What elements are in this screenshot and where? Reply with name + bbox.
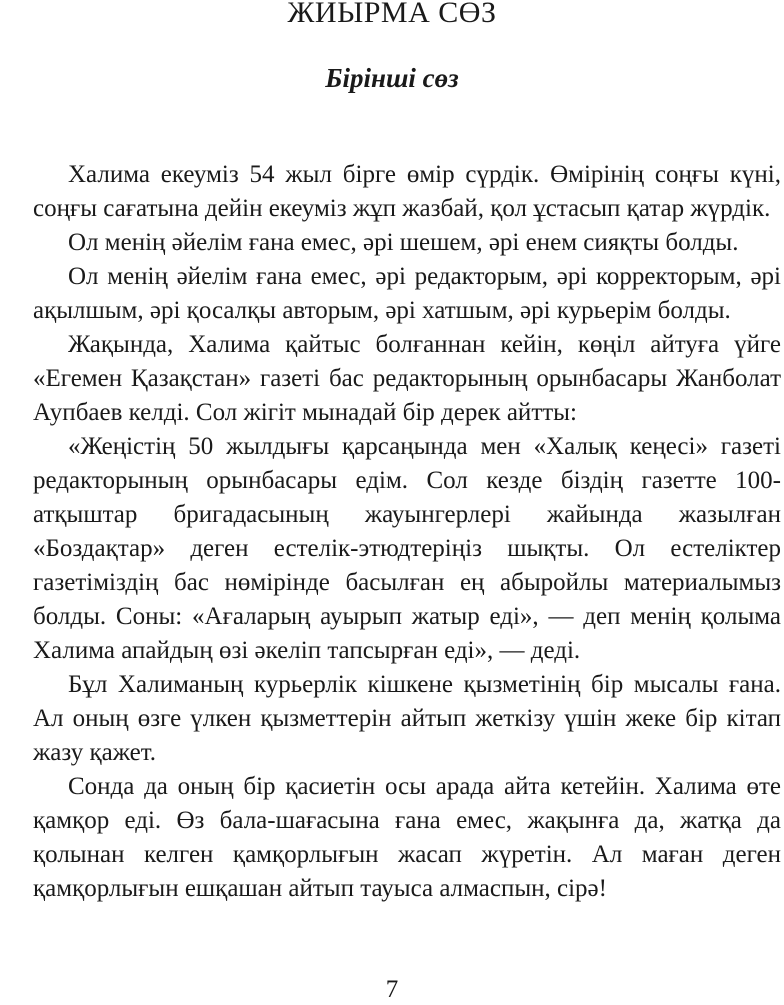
section-title: Бірінші сөз [325,63,459,93]
paragraph: Ол менің әйелім ғана емес, әрі редакторым, әрі корректорым, әрі ақылшым, әрі қосалқы авторым, әрі хатшым, әрі курьерім болды. [33,263,781,324]
chapter-title: ЖИЫРМА СӨЗ [287,0,497,29]
paragraph: «Жеңістің 50 жылдығы қарсаңында мен «Халық кеңесі» газеті редакторының орынбасары едім. Сол кезде біздің газетте 100-атқыштар бригадасының жауынгерлері жайында жазылған «Боздақтар» деген естелік-этюдтеріңіз шықты. Ол естеліктер газетіміздің бас нөмірінде басылған ең абыройлы материалымыз болды. Соны: «Ағаларың ауырып жатыр еді», — деп менің қолыма Халима апайдың өзі әкеліп тапсырған еді», — деді. [33,433,781,664]
page-number: 7 [385,976,399,1003]
paragraph: Бұл Халиманың курьерлік кішкене қызметінің бір мысалы ғана. Ал оның өзге үлкен қызметтерін айтып жеткізу үшін жеке бір кітап жазу қажет. [33,671,781,766]
paragraph: Жақында, Халима қайтыс болғаннан кейін, көңіл айтуға үйге «Егемен Қазақстан» газеті бас редакторының орынбасары Жанболат Аупбаев келді. Сол жігіт мынадай бір дерек айтты: [33,331,781,426]
body-text [33,158,781,906]
paragraph: Сонда да оның бір қасиетін осы арада айта кетейін. Халима өте қамқор еді. Өз бала-шағасына ғана емес, жақынға да, жатқа да қолынан келген қамқорлығын жасап жүретін. Ал маған деген қамқорлығын ешқашан айтып тауыса алмаспын, сірә! [33,773,781,902]
paragraph: Ол менің әйелім ғана емес, әрі шешем, әрі енем сияқты болды. [68,229,739,256]
paragraph: Халима екеуміз 54 жыл бірге өмір сүрдік. Өмірінің соңғы күні, соңғы сағатына дейін екеуміз жұп жазбай, қол ұстасып қатар жүрдік. [33,161,781,222]
